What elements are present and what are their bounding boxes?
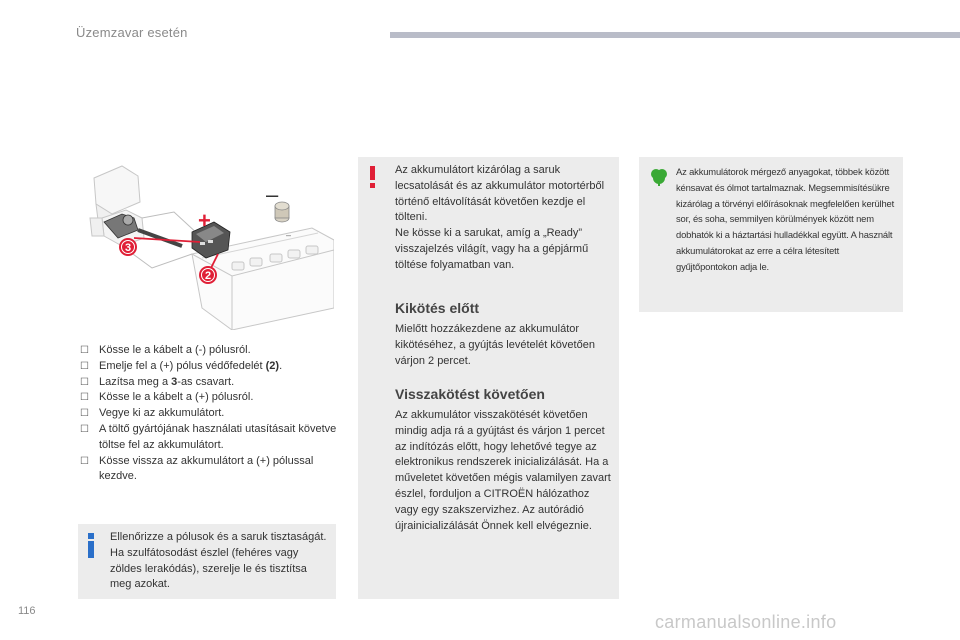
step-item <box>80 359 340 375</box>
heading-after-reconnect: Visszakötést követően <box>395 386 545 402</box>
checkbox-bullet-icon: ☐ <box>80 376 89 388</box>
step-text: Kösse le a kábelt a (-) pólusról. <box>99 344 251 356</box>
info-note-text: Ellenőrizze a pólusok és a saruk tisztaságát. Ha szulfátosodást észlel (fehéres vagy zöldes lerakódás), szerelje le és tisztítsa meg azokat. <box>110 531 327 591</box>
heading-before-disconnect: Kikötés előtt <box>395 300 480 316</box>
step-text: Emelje fel a (+) pólus védőfedelét <box>99 359 266 372</box>
header-bar <box>390 32 960 38</box>
step-text: Kösse le a kábelt a (+) pólusról. <box>99 391 254 404</box>
page-header-title: Üzemzavar esetén <box>76 25 188 40</box>
svg-text:2: 2 <box>204 270 212 282</box>
info-icon <box>86 533 96 558</box>
step-text: Vegye ki az akkumulátort. <box>99 407 225 420</box>
battery-illustration <box>82 158 334 330</box>
recycle-tree-icon <box>649 167 669 187</box>
step-text: (2) <box>265 359 280 372</box>
step-text: Lazítsa meg a <box>99 375 172 388</box>
procedure-steps <box>80 343 340 485</box>
plus-label: + <box>198 208 211 233</box>
step-item <box>80 422 340 454</box>
checkbox-bullet-icon: ☐ <box>80 408 89 420</box>
svg-text:3: 3 <box>124 242 132 254</box>
step-text: 3 <box>171 375 178 388</box>
callout-3 <box>119 238 137 256</box>
step-text: Kösse vissza az akkumulátort a (+) pólussal kezdve. <box>99 454 314 483</box>
checkbox-bullet-icon: ☐ <box>80 392 89 404</box>
callout-2 <box>199 266 217 284</box>
svg-text:–: – <box>286 230 292 240</box>
minus-label: – <box>266 182 279 207</box>
step-item <box>80 454 340 486</box>
checkbox-bullet-icon: ☐ <box>80 423 89 435</box>
step-text: -as csavart. <box>177 375 235 388</box>
step-item <box>80 406 340 422</box>
warning-text-ready: Ne kösse ki a sarukat, amíg a „Ready” visszajelzés világít, vagy ha a gépjármű töltése folyamatban van. <box>395 227 589 271</box>
step-text: . <box>279 359 283 372</box>
environment-note-box <box>639 157 903 312</box>
step-text: A töltő gyártójának használati utasításait követve töltse fel az akkumulátort. <box>99 422 337 451</box>
step-item <box>80 390 340 406</box>
exclamation-icon <box>369 166 377 188</box>
step-item <box>80 343 340 359</box>
checkbox-bullet-icon: ☐ <box>80 345 89 356</box>
watermark-link[interactable]: carmanualsonline.info <box>655 612 837 632</box>
environment-note-text: Az akkumulátorok mérgező anyagokat, többek között kénsavat és ólmot tartalmaznak. Megsemmisítésükre kizárólag a törvényi előírásoknak megfelelően kerülhet sor, és soha, semmilyen körülmények között nem dobhatók ki a háztartási hulladékkal együtt. A használt akkumulátorokat az erre a célra létesített gyűjtőpontokon adja le. <box>676 166 895 272</box>
warning-text-charging: Az akkumulátort kizárólag a saruk lecsatolását és az akkumulátor motortérből történő eltávolítását követően kezdje el tölteni. <box>395 164 605 224</box>
page-number: 116 <box>18 605 36 617</box>
text-before-disconnect: Mielőtt hozzákezdene az akkumulátor kikötéséhez, a gyújtás levételét követően várjon 2 percet. <box>395 323 595 367</box>
info-note-box <box>78 524 336 599</box>
step-item <box>80 375 340 391</box>
warning-box <box>358 157 619 599</box>
checkbox-bullet-icon: ☐ <box>80 360 89 372</box>
text-after-reconnect: Az akkumulátor visszakötését követően mindig adja rá a gyújtást és várjon 1 percet az indítózás előtt, hogy lehetővé tegye az elektronikus rendszerek inicializálását. Ha a műveletet követően mégis valamilyen zavart észlel, forduljon a CITROËN hálózathoz vagy egy szakszervizhez. Az autórádió újrainicializálását Önnek kell elvégeznie. <box>395 409 611 532</box>
checkbox-bullet-icon: ☐ <box>80 455 89 467</box>
